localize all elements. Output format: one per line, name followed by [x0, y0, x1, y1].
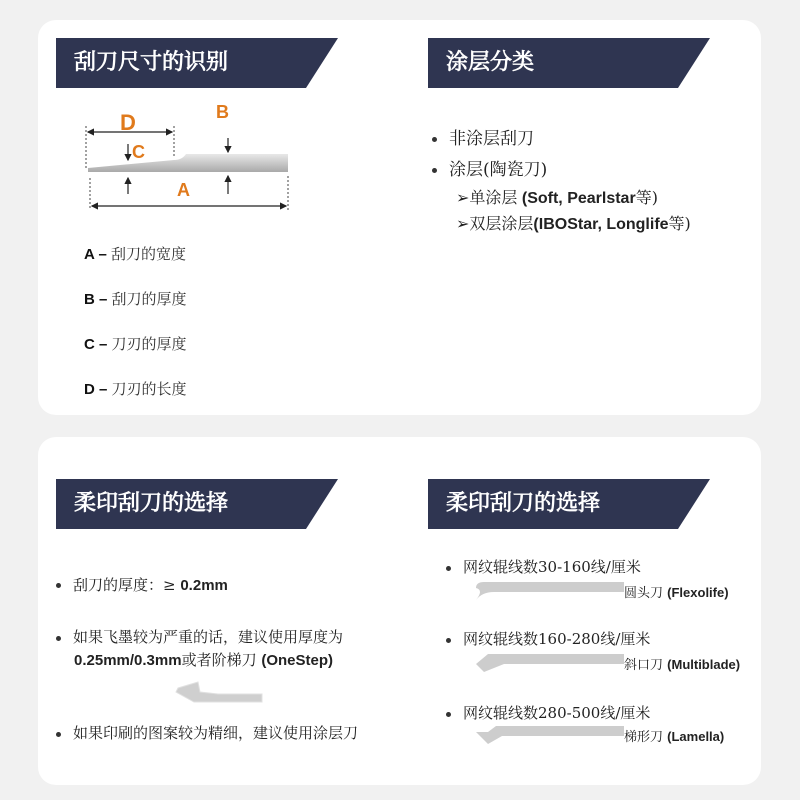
fine-pattern-item: 如果印刷的图案较为精细，建议使用涂层刀 [56, 722, 358, 743]
blade-shape [88, 154, 288, 172]
coating-banner [428, 38, 710, 88]
def-b: B – 刮刀的厚度 [84, 290, 187, 308]
lamella-blade-icon [474, 722, 626, 748]
flexo-select-title-right: 柔印刮刀的选择 [446, 491, 601, 516]
def-d: D – 刀刃的长度 [84, 380, 187, 398]
onestep-blade-icon [174, 680, 266, 706]
anilox-range-3: 网纹辊线数280-500线/厘米 [446, 702, 650, 723]
label-b: B [216, 102, 229, 122]
label-a: A [177, 180, 190, 200]
multiblade-blade-icon [474, 650, 626, 676]
anilox-range-1: 网纹辊线数30-160线/厘米 [446, 556, 641, 577]
blade-size-banner [56, 38, 338, 88]
ink-splash-item-line1: 如果飞墨较为严重的话，建议使用厚度为 [56, 626, 343, 647]
flexolife-label: 圆头刀 (Flexolife) [624, 585, 729, 601]
coating-sub-1: ➢单涂层 (Soft, Pearlstar等) [456, 188, 658, 207]
label-d: D [120, 110, 136, 135]
def-c: C – 刀刃的厚度 [84, 335, 187, 353]
coating-item-1: 非涂层刮刀 [432, 124, 534, 149]
blade-size-title: 刮刀尺寸的识别 [74, 50, 229, 75]
anilox-range-2: 网纹辊线数160-280线/厘米 [446, 628, 650, 649]
flexo-select-banner-right [428, 479, 710, 529]
def-a: A – 刮刀的宽度 [84, 245, 186, 263]
ink-splash-item-line2: 0.25mm/0.3mm或者阶梯刀 (OneStep) [74, 651, 334, 669]
coating-title: 涂层分类 [446, 50, 535, 75]
coating-item-2: 涂层(陶瓷刀) [432, 155, 547, 180]
blade-dimension-diagram [74, 98, 304, 218]
coating-sub-2: ➢双层涂层(IBOStar, Longlife等) [456, 214, 691, 233]
label-c: C [132, 142, 145, 162]
flexo-select-banner-left [56, 479, 338, 529]
lamella-label: 梯形刀 (Lamella) [624, 729, 725, 745]
multiblade-label: 斜口刀 (Multiblade) [624, 657, 741, 673]
flexo-select-title-left: 柔印刮刀的选择 [74, 491, 229, 516]
flexolife-blade-icon [474, 578, 626, 604]
thickness-item: 刮刀的厚度：≥ 0.2mm [56, 574, 228, 595]
